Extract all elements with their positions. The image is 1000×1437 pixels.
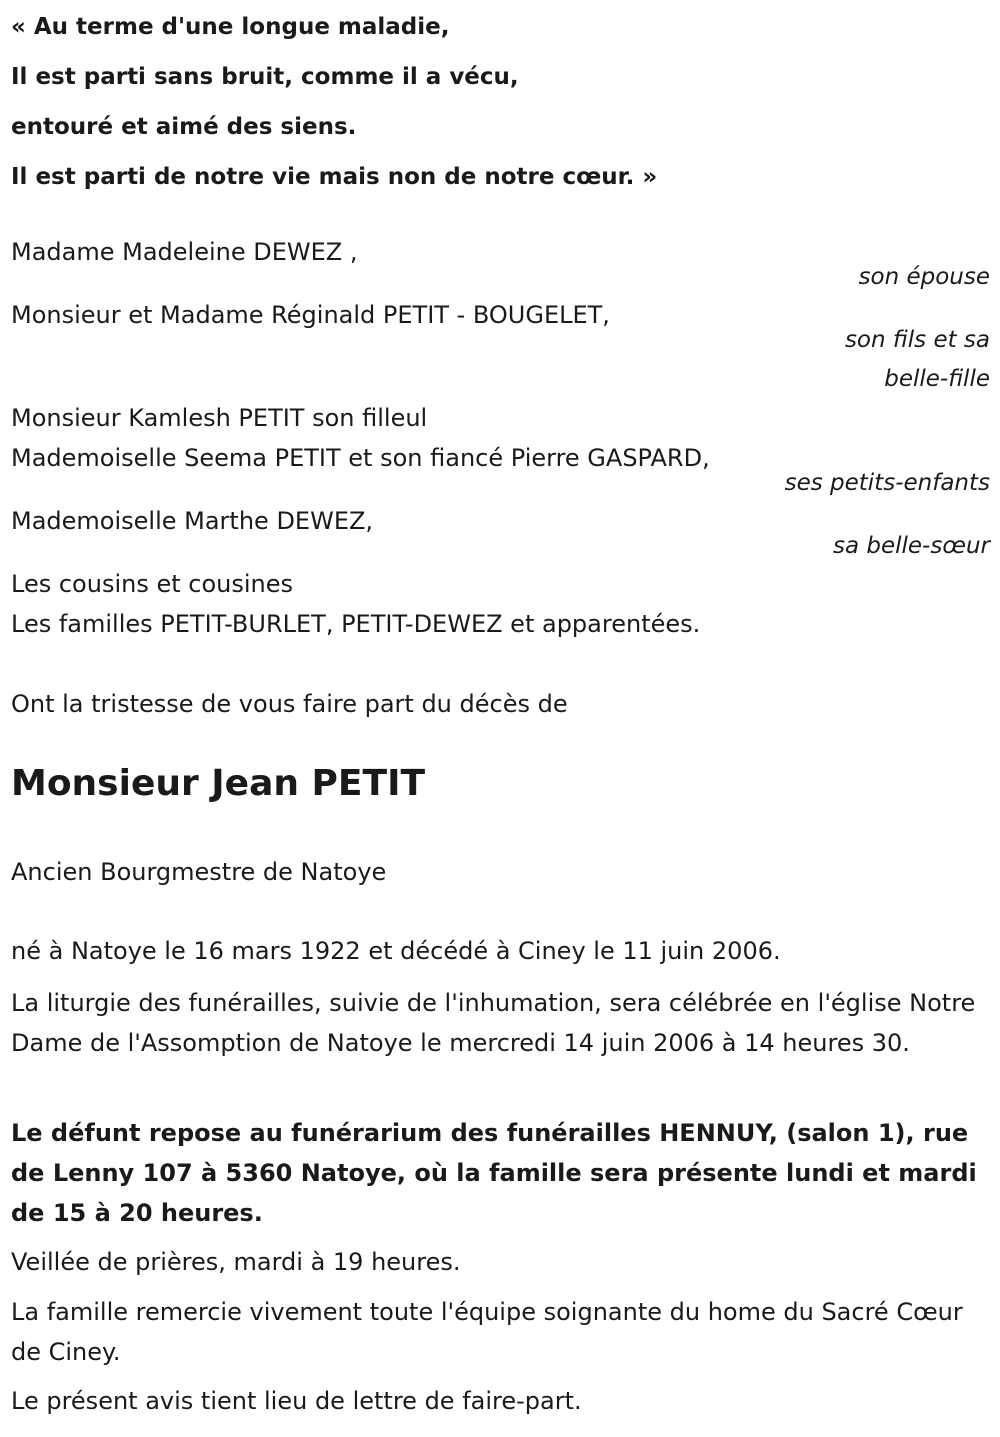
deceased-name: Monsieur Jean PETIT xyxy=(11,763,426,804)
godson-name: Monsieur Kamlesh PETIT son filleul xyxy=(11,404,428,432)
deceased-title: Ancien Bourgmestre de Natoye xyxy=(11,858,387,886)
birth-death-dates: né à Natoye le 16 mars 1922 et décédé à Ciney le 11 juin 2006. xyxy=(11,937,781,965)
granddaughter-name: Mademoiselle Seema PETIT et son fiancé Pierre GASPARD, xyxy=(11,444,710,472)
poem-line-2: Il est parti sans bruit, comme il a vécu, xyxy=(11,64,519,90)
son-name: Monsieur et Madame Réginald PETIT - BOUGELET, xyxy=(11,301,610,329)
grandchildren-relation: ses petits-enfants xyxy=(784,470,990,496)
thanks-paragraph: La famille remercie vivement toute l'équipe soignante du home du Sacré Cœur de Ciney. xyxy=(11,1298,963,1366)
spouse-name: Madame Madeleine DEWEZ , xyxy=(11,238,358,266)
announcement: Ont la tristesse de vous faire part du décès de xyxy=(11,690,568,718)
son-relation-line-2: belle-fille xyxy=(884,366,990,392)
vigil-paragraph: Veillée de prières, mardi à 19 heures. xyxy=(11,1248,461,1276)
closing-paragraph: Le présent avis tient lieu de lettre de faire-part. xyxy=(11,1387,582,1415)
poem-line-1: « Au terme d'une longue maladie, xyxy=(11,14,450,40)
opening-poem xyxy=(11,2,657,202)
cousins-line: Les cousins et cousines xyxy=(11,570,293,598)
spouse-relation: son épouse xyxy=(858,264,990,290)
poem-line-4: Il est parti de notre vie mais non de notre cœur. » xyxy=(11,164,658,190)
poem-line-3: entouré et aimé des siens. xyxy=(11,114,357,140)
liturgy-paragraph: La liturgie des funérailles, suivie de l'inhumation, sera célébrée en l'église Notre Dame de l'Assomption de Natoye le mercredi 14 juin 2006 à 14 heures 30. xyxy=(11,989,976,1057)
funerarium-paragraph: Le défunt repose au funérarium des funérailles HENNUY, (salon 1), rue de Lenny 107 à 5360 Natoye, où la famille sera présente lundi et mardi de 15 à 20 heures. xyxy=(11,1119,977,1227)
son-relation-line-1: son fils et sa xyxy=(844,327,990,353)
sister-in-law-name: Mademoiselle Marthe DEWEZ, xyxy=(11,507,374,535)
son-relation xyxy=(845,321,990,399)
sister-in-law-relation: sa belle-sœur xyxy=(832,533,990,559)
families-line: Les familles PETIT-BURLET, PETIT-DEWEZ et apparentées. xyxy=(11,610,701,638)
